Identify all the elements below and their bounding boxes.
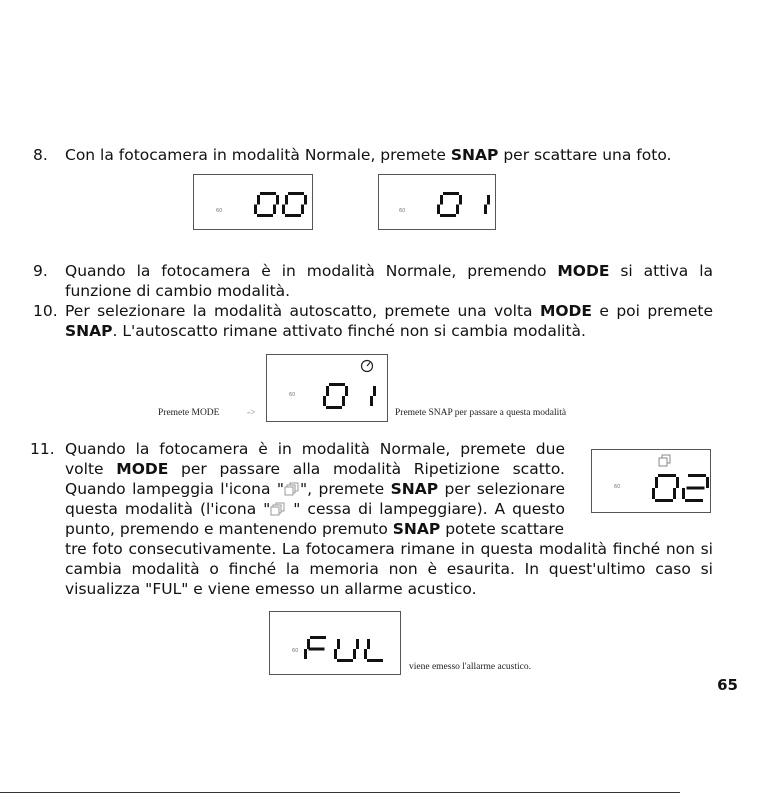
text-run: e poi premete bbox=[592, 302, 714, 320]
key-label: MODE bbox=[539, 302, 592, 320]
lcd-segment-0 bbox=[673, 488, 676, 499]
text-run: Quando lampeggia l'icona " bbox=[65, 480, 285, 498]
lcd-display-selftimer bbox=[266, 354, 388, 422]
text-run: Per selezionare la modalità autoscatto, premete una volta bbox=[65, 302, 540, 320]
lcd-segment-0 bbox=[329, 383, 345, 386]
lcd-segment-0 bbox=[440, 195, 443, 205]
lcd-segment-0 bbox=[326, 406, 342, 409]
step-text bbox=[65, 145, 713, 165]
step-text bbox=[65, 261, 713, 301]
lcd-label: 60 bbox=[614, 484, 621, 490]
lcd-segment-0 bbox=[282, 205, 285, 215]
lcd-display-02 bbox=[591, 449, 711, 513]
lcd-display-ful bbox=[269, 611, 401, 675]
lcd-segment-0 bbox=[285, 195, 288, 205]
text-run: " cessa di lampeggiare). A questo bbox=[286, 500, 565, 518]
text-run: questa modalità (l'icona " bbox=[65, 500, 271, 518]
lcd-segment-0 bbox=[655, 499, 673, 502]
lcd-display-01 bbox=[378, 174, 496, 230]
lcd-segment-0 bbox=[301, 205, 304, 215]
text-run: . L'autoscatto rimane attivato finché non si cambia modalità. bbox=[112, 322, 586, 340]
step-number: 8. bbox=[33, 146, 48, 164]
lcd-segment-0 bbox=[658, 474, 676, 477]
lcd-segment-0 bbox=[443, 192, 459, 195]
text-run: per passare alla modalità Ripetizione scatto. bbox=[168, 460, 565, 478]
lcd-segment-U bbox=[337, 659, 353, 662]
page-number: 65 bbox=[717, 676, 738, 694]
lcd-segment-0 bbox=[655, 477, 658, 488]
burst-mode-icon bbox=[284, 482, 300, 496]
key-label: SNAP bbox=[450, 146, 499, 164]
lcd-segment-0 bbox=[304, 195, 307, 205]
lcd-segment-U bbox=[353, 649, 356, 659]
lcd-label: 60 bbox=[292, 648, 299, 654]
lcd-segment-U bbox=[356, 639, 359, 649]
lcd-segment-L bbox=[367, 639, 370, 649]
lcd-segment-0 bbox=[323, 396, 326, 406]
key-label: SNAP bbox=[65, 322, 113, 340]
key-label: MODE bbox=[116, 460, 169, 478]
lcd-segment-0 bbox=[326, 386, 329, 396]
lcd-segment-0 bbox=[273, 205, 276, 215]
text-run: Quando la fotocamera è in modalità Normale, premete due bbox=[65, 440, 565, 458]
lcd-label: 60 bbox=[399, 208, 406, 214]
lcd-label: 60 bbox=[289, 392, 296, 398]
caption-arrow: -> bbox=[247, 408, 256, 418]
step-line bbox=[65, 459, 565, 479]
lcd-digits bbox=[194, 175, 314, 231]
lcd-digits bbox=[270, 612, 402, 676]
lcd-digits bbox=[267, 355, 389, 423]
lcd-segment-0 bbox=[257, 214, 273, 217]
lcd-segment-2 bbox=[706, 477, 709, 488]
text-run: potete scattare bbox=[440, 520, 564, 538]
lcd-segment-F bbox=[304, 649, 307, 659]
step-number: 9. bbox=[33, 262, 48, 280]
lcd-segment-0 bbox=[276, 195, 279, 205]
text-run: punto, premendo e mantenendo premuto bbox=[65, 520, 393, 538]
lcd-digits bbox=[379, 175, 497, 231]
key-label: MODE bbox=[557, 262, 610, 280]
timer-icon bbox=[362, 361, 373, 372]
text-run: ", premete bbox=[300, 480, 391, 498]
key-label: SNAP bbox=[392, 520, 441, 538]
step-line bbox=[65, 499, 565, 519]
lcd-segment-U bbox=[334, 649, 337, 659]
text-run: per scattare una foto. bbox=[498, 146, 672, 164]
lcd-segment-0 bbox=[345, 386, 348, 396]
lcd-segment-0 bbox=[285, 214, 301, 217]
burst-mode-icon bbox=[270, 502, 286, 516]
lcd-segment-0 bbox=[440, 214, 456, 217]
lcd-segment-0 bbox=[676, 477, 679, 488]
lcd-segment-F bbox=[310, 636, 326, 639]
step-line bbox=[65, 519, 565, 539]
lcd-segment-F bbox=[309, 648, 325, 651]
lcd-segment-1 bbox=[370, 396, 373, 406]
lcd-label: 60 bbox=[216, 208, 223, 214]
lcd-segment-0 bbox=[459, 195, 462, 205]
text-run: per selezionare bbox=[438, 480, 565, 498]
lcd-segment-0 bbox=[254, 205, 257, 215]
caption-premete-mode: Premete MODE bbox=[158, 408, 220, 418]
lcd-segment-1 bbox=[373, 386, 376, 396]
text-run: si attiva la funzione di cambio modalità. bbox=[65, 262, 713, 300]
text-run: Quando la fotocamera è in modalità Normale, premendo bbox=[65, 262, 558, 280]
burst-icon bbox=[659, 455, 670, 466]
text-run: Con la fotocamera in modalità Normale, premete bbox=[65, 146, 451, 164]
lcd-segment-L bbox=[364, 649, 367, 659]
caption-alarm: viene emesso l'allarme acustico. bbox=[409, 662, 531, 672]
lcd-segment-2 bbox=[688, 474, 706, 477]
lcd-segment-0 bbox=[652, 488, 655, 499]
step-number: 10. bbox=[33, 302, 58, 320]
lcd-digits bbox=[592, 450, 712, 514]
footer-rule bbox=[0, 792, 680, 793]
lcd-segment-2 bbox=[685, 499, 703, 502]
step-number: 11. bbox=[30, 440, 55, 458]
step-text bbox=[65, 301, 713, 341]
lcd-segment-L bbox=[367, 659, 383, 662]
lcd-segment-0 bbox=[342, 396, 345, 406]
text-run: volte bbox=[65, 460, 117, 478]
lcd-segment-0 bbox=[257, 195, 260, 205]
lcd-segment-0 bbox=[260, 192, 276, 195]
lcd-segment-1 bbox=[484, 205, 487, 215]
lcd-segment-2 bbox=[682, 488, 685, 499]
lcd-segment-0 bbox=[437, 205, 440, 215]
lcd-display-00 bbox=[193, 174, 313, 230]
lcd-segment-0 bbox=[288, 192, 304, 195]
key-label: SNAP bbox=[390, 480, 439, 498]
step-line bbox=[65, 439, 565, 459]
lcd-segment-1 bbox=[487, 195, 490, 205]
lcd-segment-U bbox=[337, 639, 340, 649]
caption-premete-snap: Premete SNAP per passare a questa modalità bbox=[395, 408, 567, 418]
lcd-segment-0 bbox=[456, 205, 459, 215]
step-text-rest: tre foto consecutivamente. La fotocamera rimane in questa modalità finché non si cambia modalità o finché la memoria non è esaurita. In quest'ultimo caso si visualizza "FUL" e viene emesso un allarme acustico. bbox=[65, 540, 713, 598]
step-line bbox=[65, 479, 565, 499]
lcd-segment-2 bbox=[687, 487, 705, 490]
